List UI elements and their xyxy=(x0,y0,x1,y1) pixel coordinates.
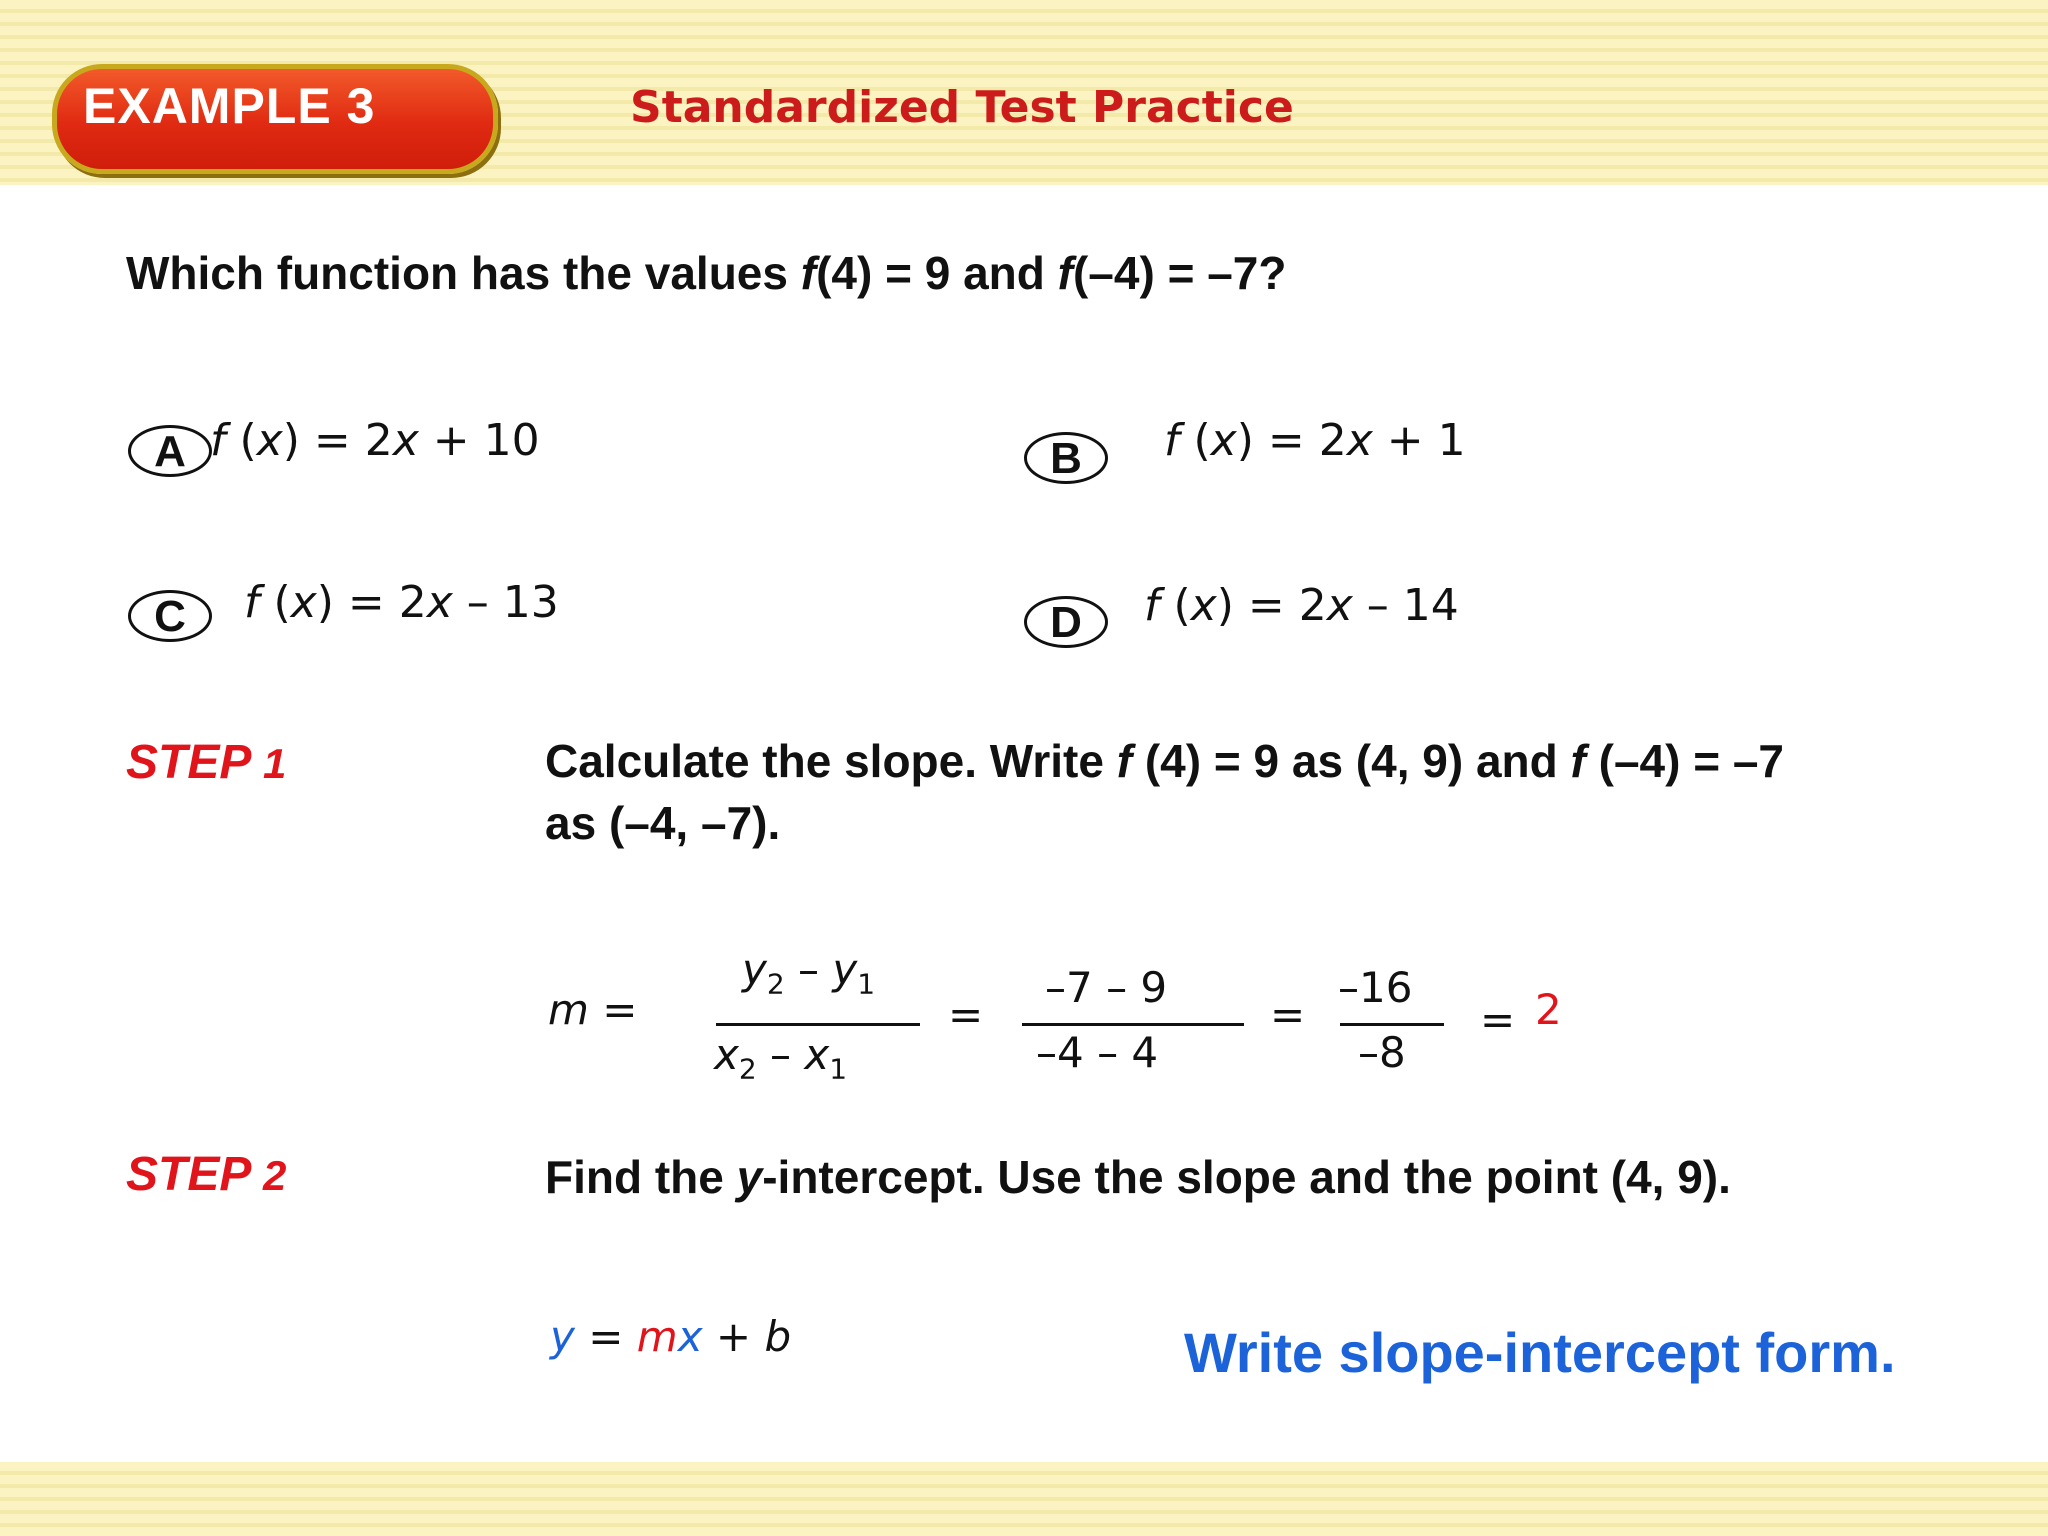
step1-line2: as (–4, –7). xyxy=(545,797,781,849)
fraction-bar-1 xyxy=(716,1023,920,1026)
step1-line1: Calculate the slope. Write f (4) = 9 as (4, 9) and f (–4) = –7 xyxy=(545,735,1785,787)
example-badge xyxy=(52,64,498,174)
fraction-bar-2 xyxy=(1022,1023,1244,1026)
equals-3: = xyxy=(1480,995,1516,1044)
question-f2: f xyxy=(1057,247,1073,299)
choice-b-expression: f (x) = 2x + 1 xyxy=(1164,415,1466,466)
slope-result: 2 xyxy=(1535,985,1562,1034)
slope-denominator-1: $x_2 - x_1$ xyxy=(714,1030,848,1086)
question-f1: f xyxy=(800,247,817,299)
example-badge-label: EXAMPLE 3 xyxy=(83,78,376,134)
question-text xyxy=(126,246,1286,300)
choice-c-letter: C xyxy=(154,592,186,641)
choice-c-circle[interactable] xyxy=(128,590,212,642)
choice-c-expression: f (x) = 2x – 13 xyxy=(244,577,559,628)
choice-d-expression: f (x) = 2x – 14 xyxy=(1144,580,1459,631)
choice-d-letter: D xyxy=(1050,598,1082,647)
question-f1-value: (4) = 9 and xyxy=(816,247,1058,299)
slope-denominator-3: –8 xyxy=(1358,1028,1406,1077)
step1-text xyxy=(545,730,1784,854)
slope-numerator-2: –7 – 9 xyxy=(1045,963,1168,1012)
choice-d-circle[interactable] xyxy=(1024,596,1108,648)
choice-a-letter: A xyxy=(154,427,186,476)
question-prefix: Which function has the values xyxy=(126,247,801,299)
choice-a-circle[interactable] xyxy=(128,425,212,477)
footer-stripes xyxy=(0,1462,2048,1536)
slope-m-label: m = xyxy=(548,985,638,1034)
slope-intercept-equation: y = mx + b xyxy=(550,1312,792,1361)
fraction-bar-3 xyxy=(1340,1023,1444,1026)
step2-text: Find the y-intercept. Use the slope and the point (4, 9). xyxy=(545,1151,1731,1203)
slope-intercept-note: Write slope-intercept form. xyxy=(1184,1321,1896,1384)
equals-2: = xyxy=(1270,990,1306,1039)
slope-denominator-2: –4 – 4 xyxy=(1036,1028,1159,1077)
choice-a-expression: f (x) = 2x + 10 xyxy=(210,415,540,466)
choice-b-letter: B xyxy=(1050,434,1082,483)
page-title: Standardized Test Practice xyxy=(630,82,1294,133)
question-f2-value: (–4) = –7? xyxy=(1072,247,1287,299)
slope-numerator-1: $y_2 - y_1$ xyxy=(742,945,876,1001)
slope-numerator-3: –16 xyxy=(1338,963,1413,1012)
choice-b-circle[interactable] xyxy=(1024,432,1108,484)
equals-1: = xyxy=(948,990,984,1039)
step2-label: STEP 2 xyxy=(126,1148,287,1201)
step1-label: STEP 1 xyxy=(126,736,287,789)
